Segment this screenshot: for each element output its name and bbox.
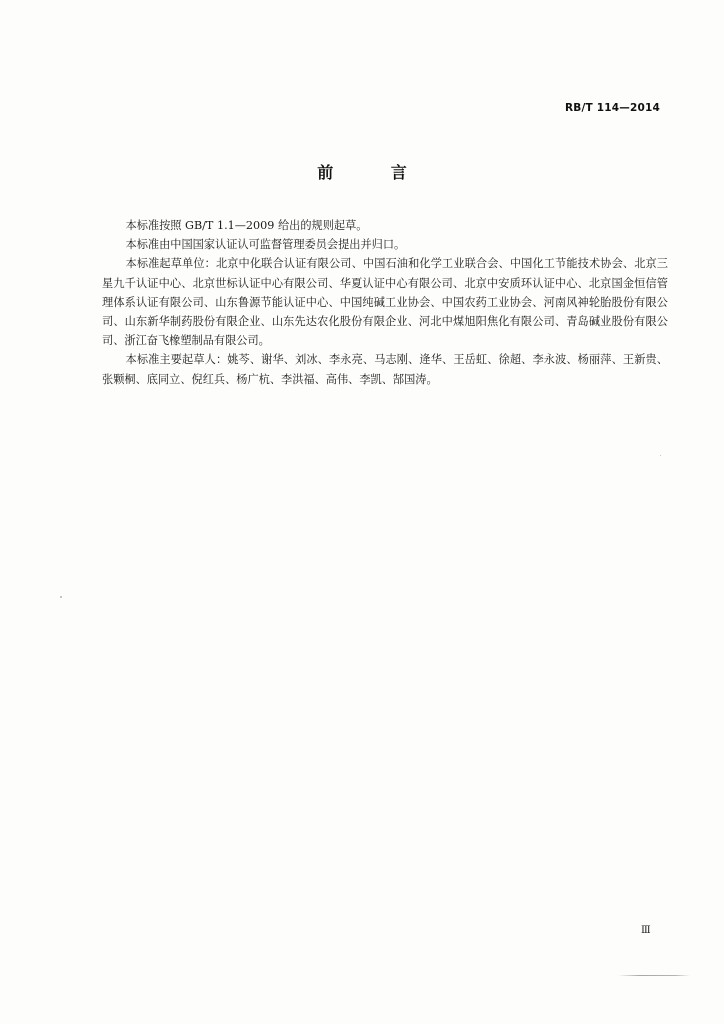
scan-speck bbox=[60, 596, 62, 598]
paragraph-drafting-rules: 本标准按照 GB/T 1.1—2009 给出的规则起草。 bbox=[125, 219, 368, 232]
standard-code: RB/T 114—2014 bbox=[565, 102, 660, 114]
scan-speck bbox=[660, 455, 661, 456]
paragraph-main-drafters: 本标准主要起草人：姚芩、谢华、刘冰、李永亮、马志刚、逄华、王岳虹、徐超、李永波、杨丽萍、王新贵、张颗桐、底同立、倪红兵、杨广杭、李洪福、高伟、李凯、郜国涛。 bbox=[102, 353, 668, 386]
page-number: Ⅲ bbox=[641, 925, 651, 936]
paragraph-proposer: 本标准由中国国家认证认可监督管理委员会提出并归口。 bbox=[125, 238, 406, 252]
paragraph-drafting-organizations: 本标准起草单位：北京中化联合认证有限公司、中国石油和化学工业联合会、中国化工节能技术协会、北京三星九千认证中心、北京世标认证中心有限公司、华夏认证中心有限公司、北京中安质环认证中心、北京国金恒信管理体系认证有限公司、山东鲁源节能认证中心、中国纯碱工业协会、中国农药工业协会、河南风神轮胎股份有限公司、山东新华制药股份有限企业、山东先达农化股份有限企业、河北中煤旭阳焦化有限公司、青岛碱业股份有限公司、浙江奋飞橡塑制品有限公司。 bbox=[102, 257, 668, 348]
scan-artifact-line bbox=[618, 975, 690, 976]
page-title: 前 言 bbox=[317, 163, 433, 182]
foreword-body bbox=[102, 216, 668, 389]
